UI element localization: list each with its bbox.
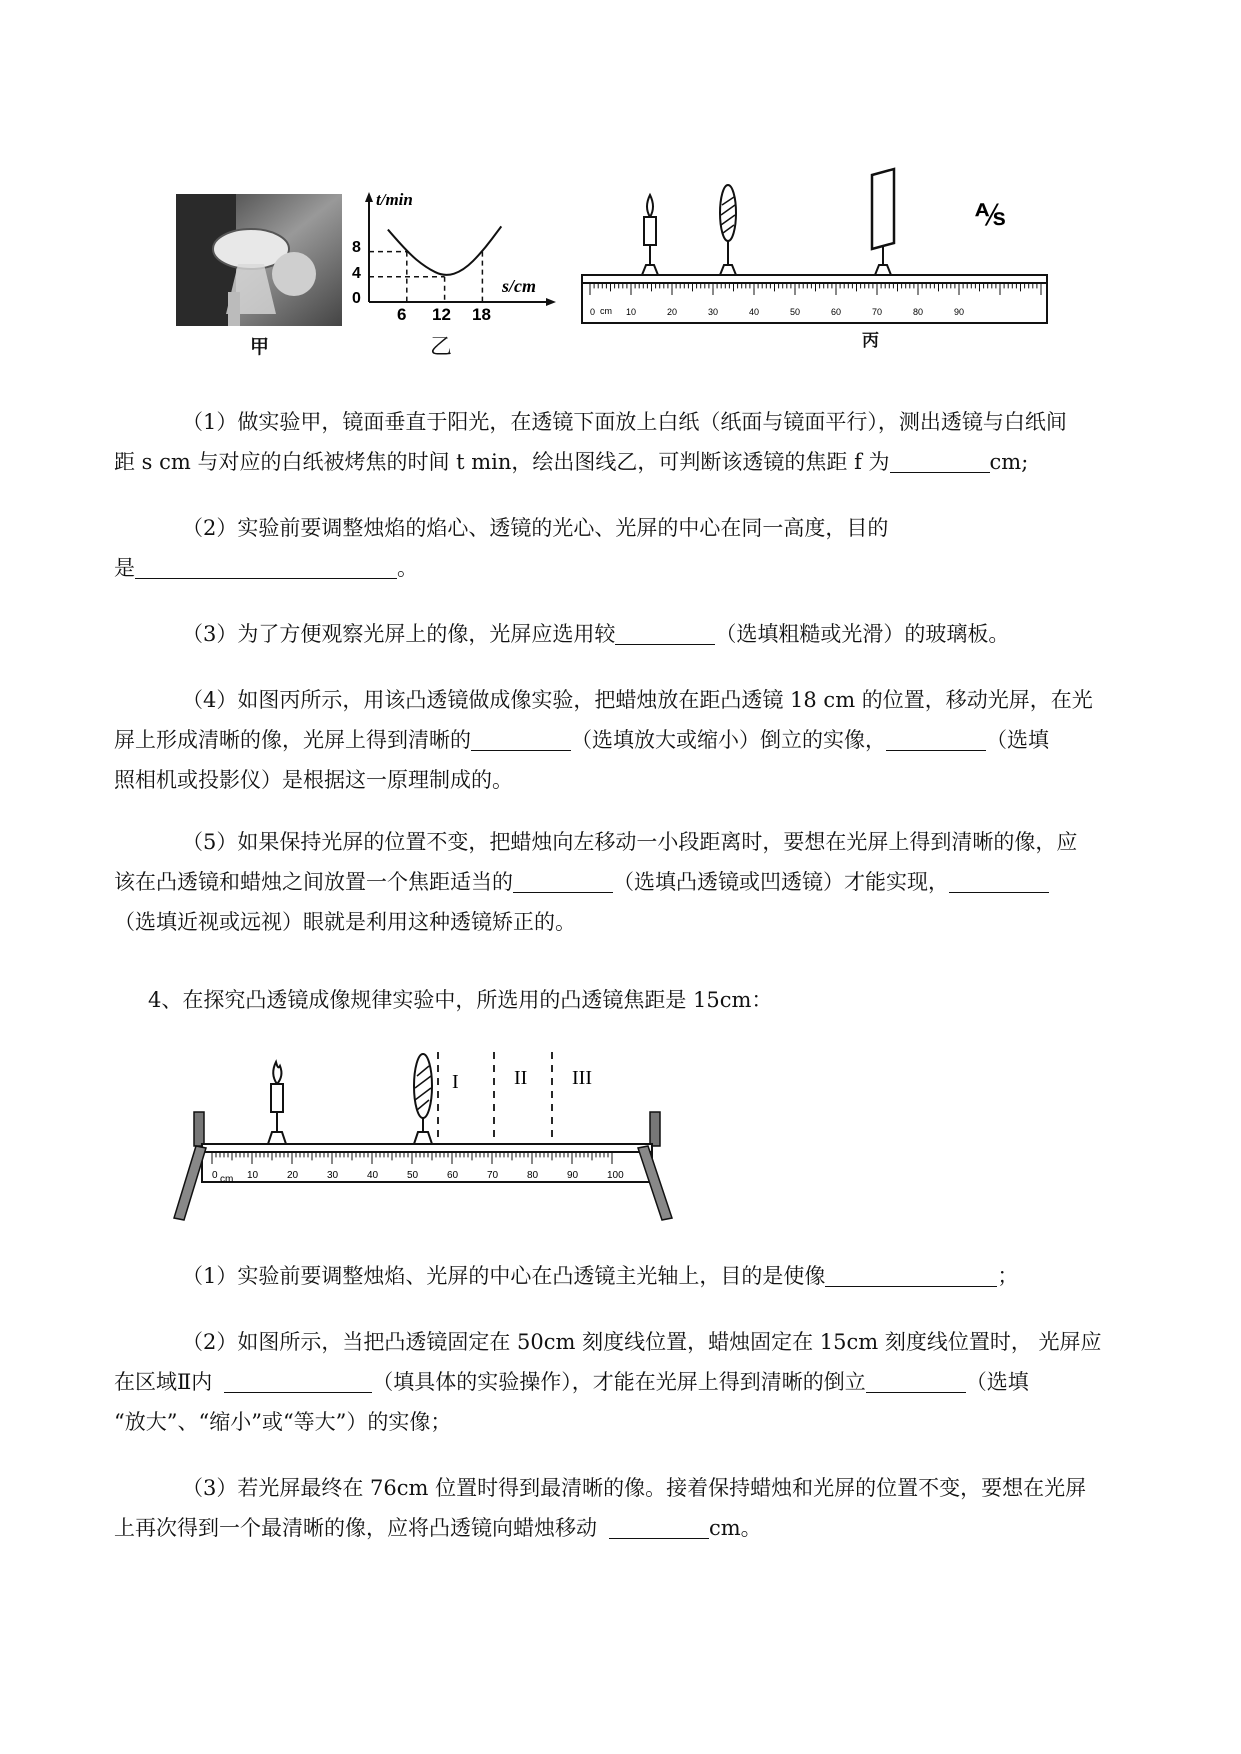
figure-q4-bench (172, 1048, 692, 1226)
graph-xtick-6: 6 (397, 305, 407, 320)
graph-xtick-12: 12 (432, 305, 451, 320)
graph-ytick-8: 8 (352, 239, 361, 256)
ruler-label-40: 40 (749, 307, 760, 317)
q4-part2 (114, 1322, 1148, 1442)
q3-p4-blank1[interactable] (471, 724, 571, 751)
q4-rail (202, 1144, 652, 1152)
q3-part1 (114, 402, 1148, 482)
q3-p5-line2a: 该在凸透镜和蜡烛之间放置一个焦距适当的 (114, 870, 513, 894)
figure-yi-graph (342, 190, 562, 320)
q3-p4-line3: 照相机或投影仪）是根据这一原理制成的。 (114, 768, 513, 792)
q4-p2-line1: （2）如图所示，当把凸透镜固定在 50cm 刻度线位置，蜡烛固定在 15cm 刻度线位置时， 光屏应 (182, 1330, 1102, 1354)
q3-part3 (148, 614, 1148, 654)
q3-p5-blank1[interactable] (513, 866, 613, 893)
candle-icon (642, 195, 658, 275)
ruler-label-0: 0 (212, 1170, 218, 1181)
q4-stem: 4、在探究凸透镜成像规律实验中，所选用的凸透镜焦距是 15cm： (148, 988, 773, 1012)
convex-lens-icon (414, 1054, 432, 1144)
q4-p1-end: ； (997, 1264, 1019, 1288)
ruler-label-50: 50 (790, 307, 801, 317)
q3-p2-blank[interactable] (135, 552, 397, 579)
ruler-label-70: 70 (487, 1170, 499, 1181)
graph-y-arrow (365, 192, 373, 202)
q3-part5 (114, 822, 1148, 942)
q3-p4-line2b: （选填放大或缩小）倒立的实像， (571, 728, 886, 752)
q4-p3-line1: （3）若光屏最终在 76cm 位置时得到最清晰的像。接着保持蜡烛和光屏的位置不变，要想在光屏 (182, 1476, 1087, 1500)
bench-top-rail (582, 275, 1047, 283)
graph-ylabel: t/min (376, 190, 413, 209)
q3-p4-line1: （4）如图丙所示，用该凸透镜做成像实验，把蜡烛放在距凸透镜 18 cm 的位置，移动光屏，在光 (182, 688, 1093, 712)
q4-unit: cm (220, 1174, 234, 1185)
q3-p5-blank2[interactable] (949, 866, 1049, 893)
ruler-label-20: 20 (667, 307, 678, 317)
q3-part2 (114, 508, 1148, 588)
panel-bing-label: 丙 (862, 331, 879, 351)
ruler-label-40: 40 (367, 1170, 379, 1181)
ruler-label-90: 90 (567, 1170, 579, 1181)
ruler-label-80: 80 (913, 307, 924, 317)
ruler-label-20: 20 (287, 1170, 299, 1181)
graph-ytick-0: 0 (352, 290, 361, 307)
q4-left-post (194, 1112, 204, 1146)
ruler-label-50: 50 (407, 1170, 419, 1181)
bench-top-unit: cm (600, 306, 612, 316)
candle-icon (268, 1062, 286, 1144)
q4-region-III: III (572, 1067, 592, 1089)
graph-guide-lines (369, 252, 482, 302)
panel-jia-label: 甲 (250, 336, 270, 358)
q4-part3 (114, 1468, 1148, 1548)
q4-p3-line2: 上再次得到一个最清晰的像，应将凸透镜向蜡烛移动 (114, 1516, 597, 1540)
figure-jia-photo (176, 194, 342, 326)
q4-p2-blank2[interactable] (866, 1366, 966, 1393)
q3-p3-text2: （选填粗糙或光滑）的玻璃板。 (715, 622, 1010, 646)
light-screen-icon (872, 169, 894, 275)
q3-p5-line1: （5）如果保持光屏的位置不变，把蜡烛向左移动一小段距离时，要想在光屏上得到清晰的像，应 (182, 830, 1078, 854)
q4-p2-line3: “放大”、“缩小”或“等大”）的实像； (114, 1410, 452, 1434)
q4-p2-line2a: 在区域Ⅱ内 (114, 1370, 213, 1394)
graph-xtick-18: 18 (472, 305, 491, 320)
q3-p4-blank2[interactable] (886, 724, 986, 751)
q4-p2-line2c: （选填 (965, 1370, 1029, 1394)
q3-p2-end: 。 (397, 556, 418, 580)
q3-p1-unit: cm; (989, 450, 1029, 474)
q4-region-lines (438, 1052, 552, 1142)
q4-p3-blank[interactable] (609, 1512, 709, 1539)
q4-p2-blank1[interactable] (224, 1366, 372, 1393)
q3-p2-line2: 是 (114, 556, 135, 580)
q3-p4-line2a: 屏上形成清晰的像，光屏上得到清晰的 (114, 728, 471, 752)
ruler-label-30: 30 (708, 307, 719, 317)
q3-p5-line2b: （选填凸透镜或凹透镜）才能实现， (613, 870, 949, 894)
ruler-label-10: 10 (247, 1170, 259, 1181)
ruler-label-0: 0 (590, 307, 596, 317)
bench-top-corner-glyph: ⅍ (975, 198, 1005, 233)
ruler-label-100: 100 (607, 1170, 624, 1181)
ruler-label-60: 60 (831, 307, 842, 317)
graph-ytick-4: 4 (352, 265, 361, 282)
q3-p3-text1: （3）为了方便观察光屏上的像，光屏应选用较 (182, 622, 616, 646)
q4-p1-blank[interactable] (825, 1260, 997, 1287)
ruler-label-10: 10 (626, 307, 637, 317)
q3-p1-line2: 距 s cm 与对应的白纸被烤焦的时间 t min，绘出图线乙，可判断该透镜的焦距 f 为 (114, 450, 890, 474)
q3-p1-line1: （1）做实验甲，镜面垂直于阳光，在透镜下面放上白纸（纸面与镜面平行），测出透镜与白纸间 (182, 410, 1067, 434)
q3-p1-blank[interactable] (890, 446, 990, 473)
q3-p2-line1: （2）实验前要调整烛焰的焰心、透镜的光心、光屏的中心在同一高度，目的 (182, 516, 889, 540)
q4-p2-line2b: （填具体的实验操作），才能在光屏上得到清晰的倒立 (372, 1370, 866, 1394)
q4-region-I: I (452, 1071, 459, 1093)
q4-part1 (148, 1256, 1148, 1296)
graph-curve (388, 226, 501, 275)
ruler-label-70: 70 (872, 307, 883, 317)
q3-p3-blank[interactable] (615, 618, 715, 645)
q3-p4-line2c: （选填 (986, 728, 1049, 752)
figure-bing-bench (580, 165, 1050, 340)
graph-x-arrow (546, 298, 556, 306)
ruler-label-30: 30 (327, 1170, 339, 1181)
q4-p3-unit: cm。 (709, 1516, 762, 1540)
convex-lens-icon (720, 185, 736, 275)
graph-xlabel: s/cm (502, 276, 536, 296)
panel-yi-label: 乙 (430, 335, 453, 360)
ruler-label-90: 90 (954, 307, 965, 317)
q3-part4 (114, 680, 1148, 800)
ruler-label-60: 60 (447, 1170, 459, 1181)
q4-right-post (650, 1112, 660, 1146)
q4-p1-text: （1）实验前要调整烛焰、光屏的中心在凸透镜主光轴上，目的是使像 (182, 1264, 826, 1288)
q3-p5-line3: （选填近视或远视）眼就是利用这种透镜矫正的。 (114, 910, 576, 934)
ruler-label-80: 80 (527, 1170, 539, 1181)
q4-region-II: II (514, 1067, 528, 1089)
